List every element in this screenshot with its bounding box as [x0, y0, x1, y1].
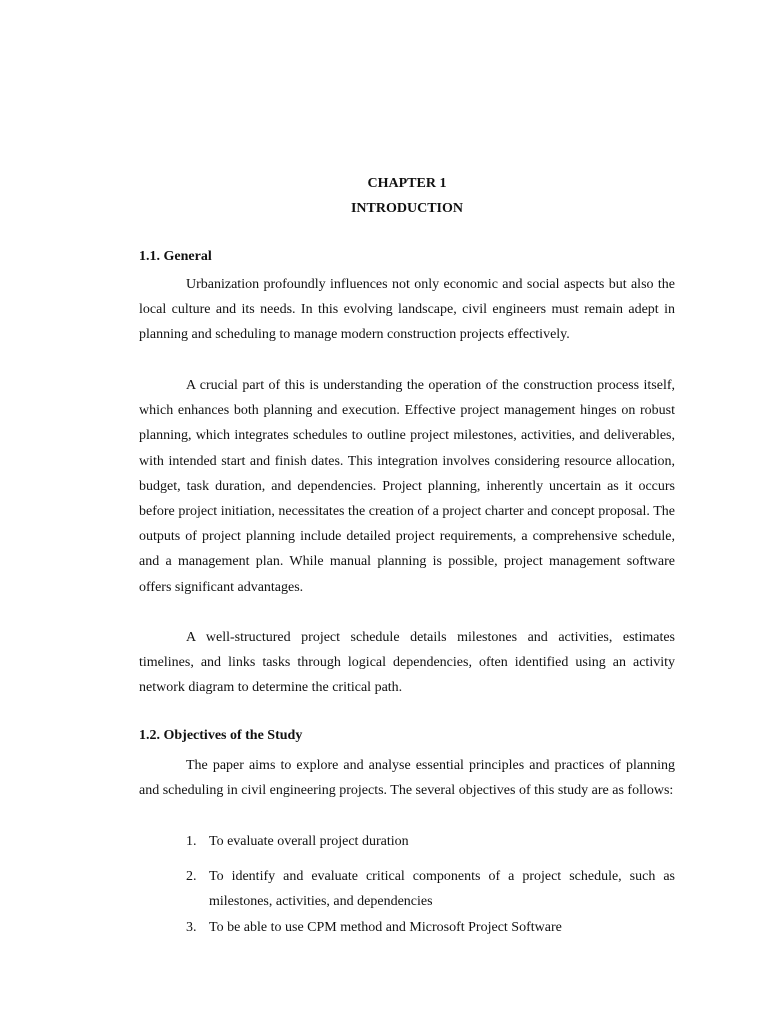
section-heading-general: 1.1. General	[139, 249, 212, 264]
paragraph-urbanization: Urbanization profoundly influences not only economic and social aspects but also the local culture and its needs. In this evolving landscape, civil engineers must remain adept in planning and scheduling to manage modern construction projects effectively.	[139, 277, 675, 343]
chapter-label: CHAPTER 1	[367, 176, 447, 191]
list-item	[186, 829, 675, 854]
paragraph-project-schedule: A well-structured project schedule details milestones and activities, estimates timelines, and links tasks through logical dependencies, often identified using an activity network diagram to determine the critical path.	[139, 630, 675, 696]
list-item-text: To identify and evaluate critical components of a project schedule, such as milestones, activities, and dependencies	[209, 869, 675, 909]
list-item-text: To evaluate overall project duration	[209, 834, 409, 849]
chapter-title: INTRODUCTION	[350, 201, 463, 216]
list-item-number: 1.	[186, 834, 197, 849]
paragraph-construction-process: A crucial part of this is understanding the operation of the construction process itself, which enhances both planning and execution. Effective project management hinges on robust planning, which integrates schedules to outline project milestones, activities, and deliverables, with intended start and finish dates. This integration involves considering resource allocation, budget, task duration, and dependencies. Project planning, inherently uncertain as it occurs before project initiation, necessitates the creation of a project charter and concept proposal. The outputs of project planning include detailed project requirements, a comprehensive schedule, and a management plan. While manual planning is possible, project management software offers significant advantages.	[139, 378, 675, 595]
section-heading-objectives: 1.2. Objectives of the Study	[139, 728, 303, 743]
list-item-text: To be able to use CPM method and Microsoft Project Software	[209, 920, 562, 935]
list-item-number: 2.	[186, 869, 197, 884]
list-item	[186, 915, 675, 940]
list-item-number: 3.	[186, 920, 197, 935]
paragraph-objectives-intro: The paper aims to explore and analyse essential principles and practices of planning and scheduling in civil engineering projects. The several objectives of this study are as follows:	[139, 758, 675, 799]
list-item	[186, 864, 675, 914]
